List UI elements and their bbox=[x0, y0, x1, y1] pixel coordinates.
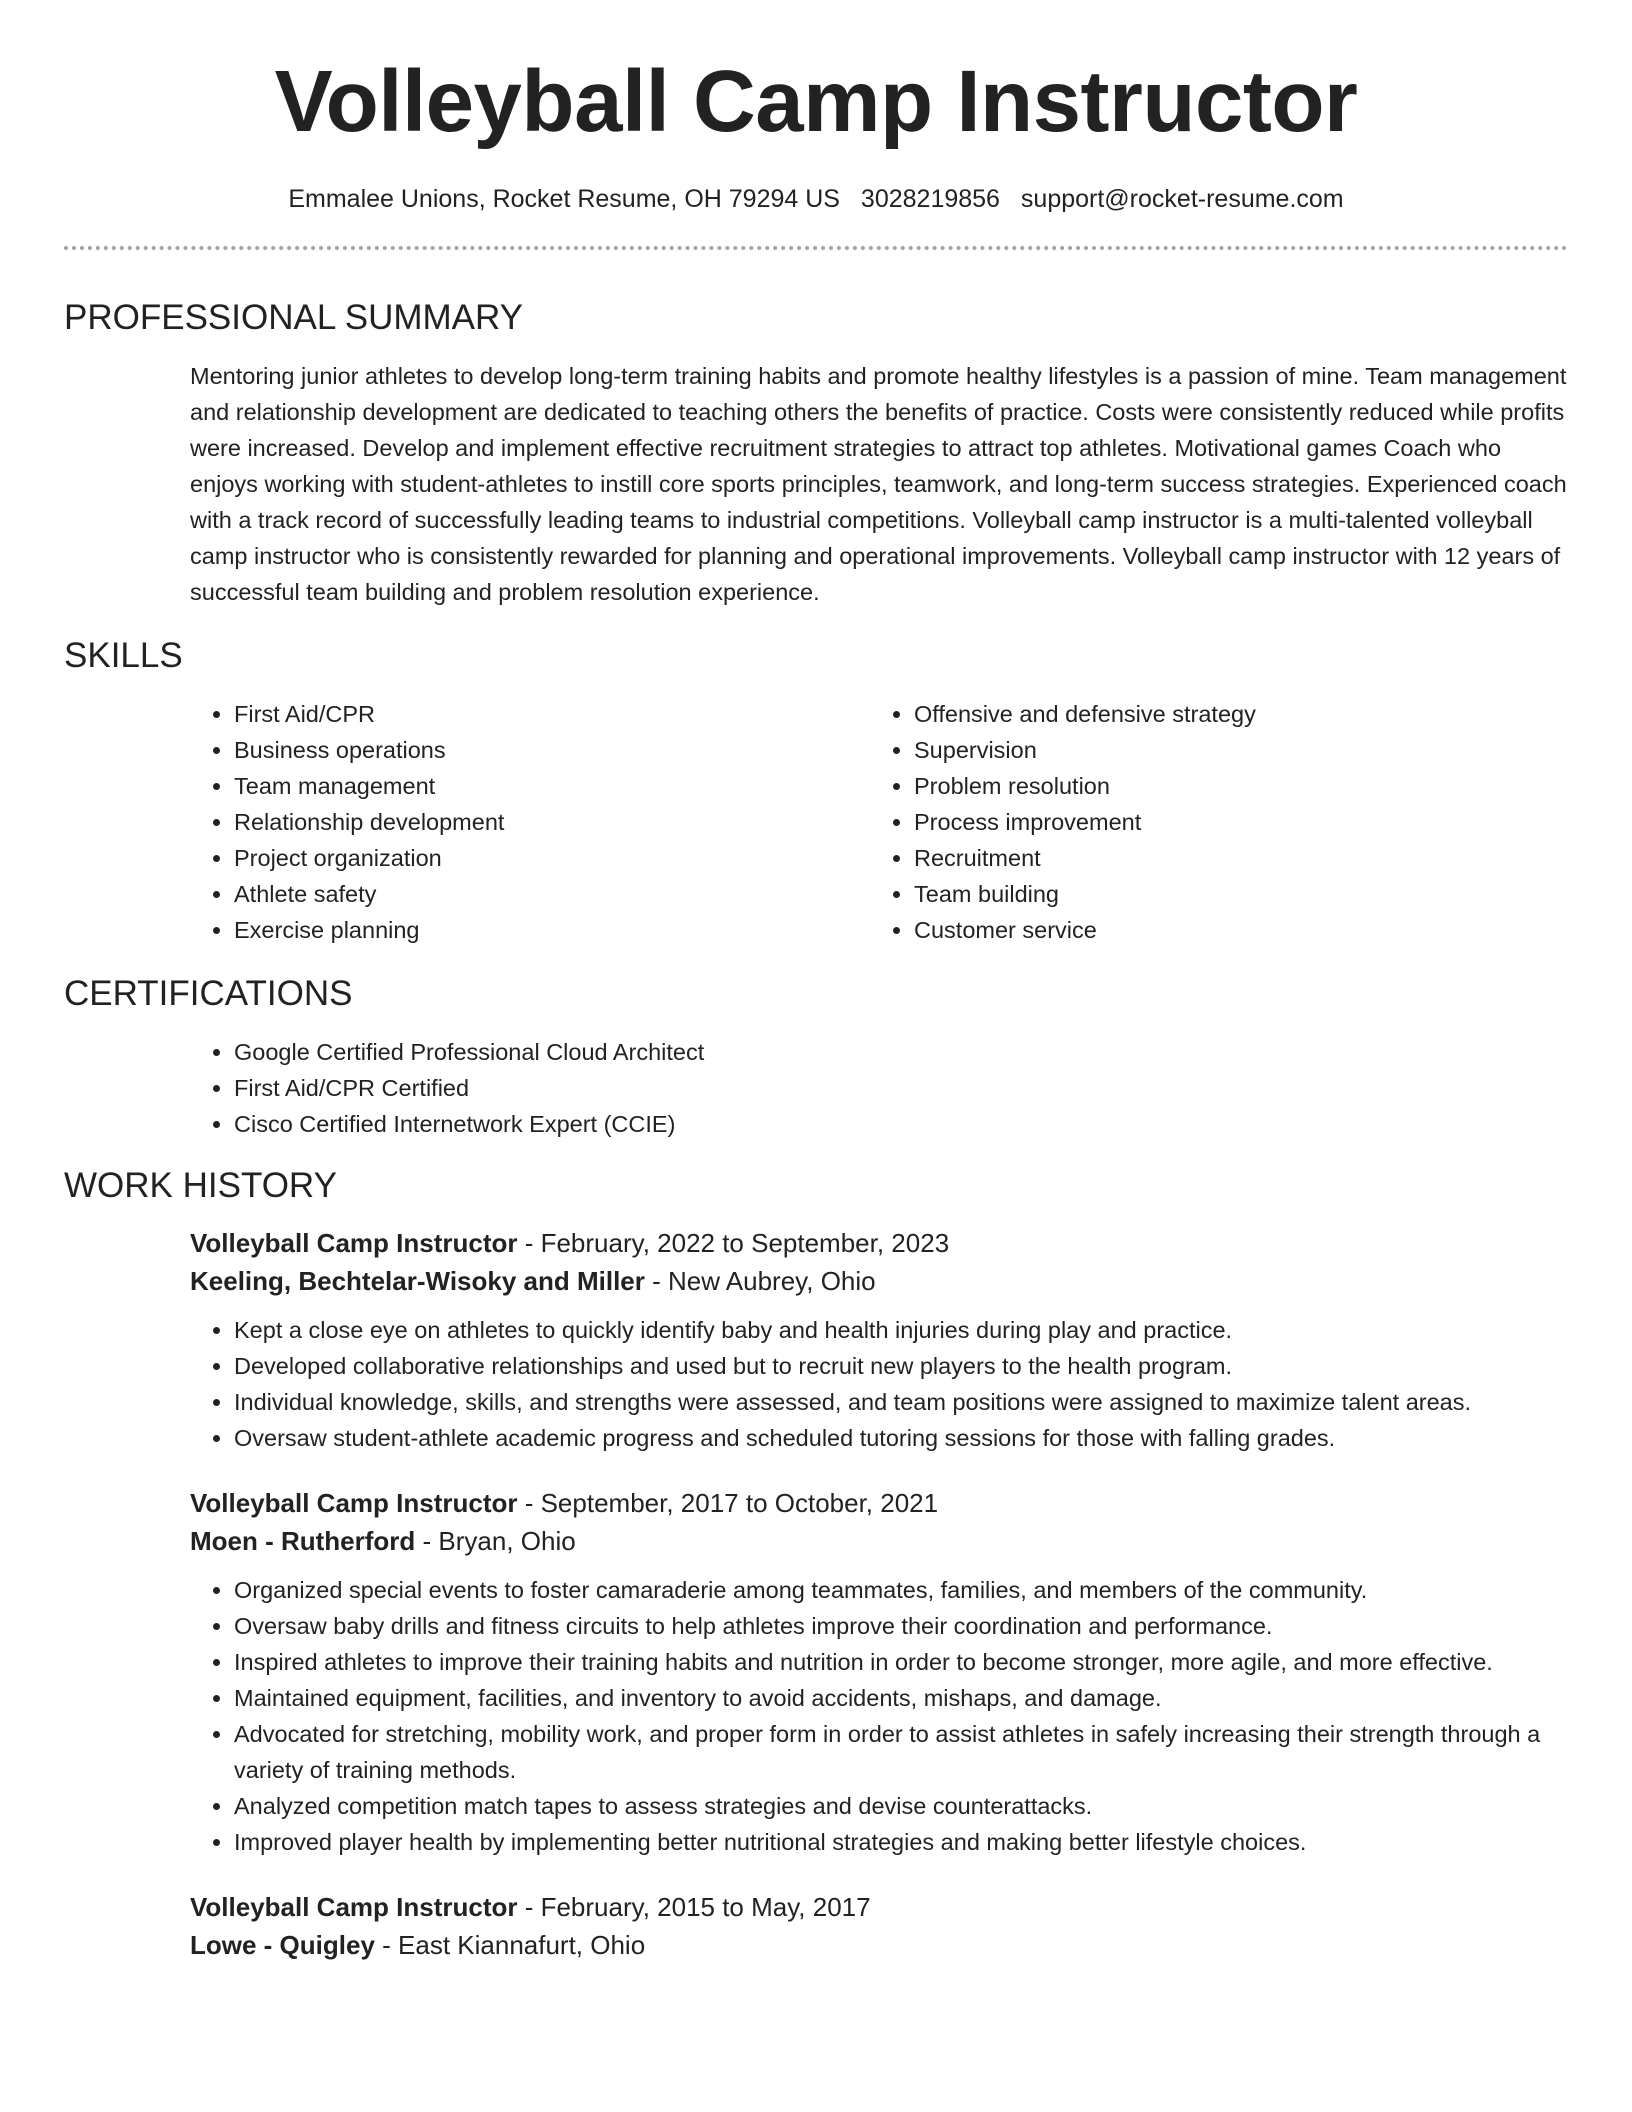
section-title-certifications: CERTIFICATIONS bbox=[64, 974, 353, 1013]
certification-item: • Google Certified Professional Cloud Architect bbox=[234, 1034, 1568, 1070]
page-title: Volleyball Camp Instructor bbox=[274, 53, 1358, 150]
job-company: Moen - Rutherford bbox=[190, 1526, 416, 1556]
job-bullet: • Individual knowledge, skills, and strengths were assessed, and team positions were assigned to maximize talent areas. bbox=[234, 1384, 1568, 1420]
skill-item: • Customer service bbox=[914, 912, 1550, 948]
contact-email[interactable]: support@rocket-resume.com bbox=[1020, 185, 1344, 213]
skills-column-right bbox=[870, 696, 1550, 948]
job-bullet: • Organized special events to foster camaraderie among teammates, families, and members of the community. bbox=[234, 1572, 1568, 1608]
skill-item: • Business operations bbox=[234, 732, 870, 768]
skill-item: • Team management bbox=[234, 768, 870, 804]
certification-item: • Cisco Certified Internetwork Expert (CCIE) bbox=[234, 1106, 1568, 1142]
job-bullets bbox=[190, 1572, 1568, 1860]
job-dates: - February, 2022 to September, 2023 bbox=[517, 1228, 950, 1258]
summary-text: Mentoring junior athletes to develop long-term training habits and promote healthy lifestyles is a passion of mine. Team management and relationship development are dedicated to teaching others the benefits of practice. Costs were consistently reduced while profits were increased. Develop and implement effective recruitment strategies to attract top athletes. Motivational games Coach who enjoys working with student-athletes to instill core sports principles, teamwork, and long-term success strategies. Experienced coach with a track record of successfully leading teams to industrial competitions. Volleyball camp instructor is a multi-talented volleyball camp instructor who is consistently rewarded for planning and operational improvements. Volleyball camp instructor with 12 years of successful team building and problem resolution experience. bbox=[190, 363, 1567, 605]
job-company: Lowe - Quigley bbox=[190, 1930, 375, 1960]
skill-item: • First Aid/CPR bbox=[234, 696, 870, 732]
certification-item: • First Aid/CPR Certified bbox=[234, 1070, 1568, 1106]
contact-line bbox=[64, 182, 1568, 216]
job-entry bbox=[190, 1224, 1568, 1456]
job-bullet: • Developed collaborative relationships and used but to recruit new players to the health program. bbox=[234, 1348, 1568, 1384]
job-entry bbox=[190, 1484, 1568, 1860]
job-title: Volleyball Camp Instructor bbox=[190, 1228, 518, 1258]
certifications-list bbox=[190, 1034, 1568, 1142]
job-bullet: • Improved player health by implementing better nutritional strategies and making better lifestyle choices. bbox=[234, 1824, 1568, 1860]
skill-item: • Relationship development bbox=[234, 804, 870, 840]
skills-column-left bbox=[190, 696, 870, 948]
job-location: - Bryan, Ohio bbox=[415, 1526, 576, 1556]
skill-item: • Athlete safety bbox=[234, 876, 870, 912]
job-bullet: • Analyzed competition match tapes to assess strategies and devise counterattacks. bbox=[234, 1788, 1568, 1824]
job-bullet: • Oversaw baby drills and fitness circuits to help athletes improve their coordination and performance. bbox=[234, 1608, 1568, 1644]
work-history-body bbox=[190, 1224, 1568, 1964]
job-title-line bbox=[190, 1484, 1568, 1522]
job-location: - New Aubrey, Ohio bbox=[644, 1266, 876, 1296]
job-location: - East Kiannafurt, Ohio bbox=[374, 1930, 646, 1960]
job-company: Keeling, Bechtelar-Wisoky and Miller bbox=[190, 1266, 645, 1296]
job-title-line bbox=[190, 1224, 1568, 1262]
skills-section bbox=[64, 634, 1568, 948]
job-company-line bbox=[190, 1262, 1568, 1300]
summary-section bbox=[64, 296, 1568, 610]
skills-grid bbox=[190, 696, 1568, 948]
contact-phone: 3028219856 bbox=[860, 185, 1000, 213]
job-bullet: • Inspired athletes to improve their training habits and nutrition in order to become stronger, more agile, and more effective. bbox=[234, 1644, 1568, 1680]
job-company-line bbox=[190, 1522, 1568, 1560]
job-company-line bbox=[190, 1926, 1568, 1964]
skill-item: • Offensive and defensive strategy bbox=[914, 696, 1550, 732]
job-bullet: • Maintained equipment, facilities, and inventory to avoid accidents, mishaps, and damage. bbox=[234, 1680, 1568, 1716]
section-title-summary: PROFESSIONAL SUMMARY bbox=[64, 298, 523, 337]
job-bullets bbox=[190, 1312, 1568, 1456]
skill-item: • Recruitment bbox=[914, 840, 1550, 876]
job-title: Volleyball Camp Instructor bbox=[190, 1488, 518, 1518]
section-title-work-history: WORK HISTORY bbox=[64, 1166, 337, 1205]
job-entry bbox=[190, 1888, 1568, 1964]
job-dates: - February, 2015 to May, 2017 bbox=[517, 1892, 871, 1922]
section-title-skills: SKILLS bbox=[64, 636, 183, 675]
header-divider bbox=[64, 246, 1568, 250]
certifications-section bbox=[64, 972, 1568, 1142]
skill-item: • Process improvement bbox=[914, 804, 1550, 840]
job-title: Volleyball Camp Instructor bbox=[190, 1892, 518, 1922]
certifications-body bbox=[190, 1034, 1568, 1142]
contact-address: Emmalee Unions, Rocket Resume, OH 79294 US bbox=[288, 185, 840, 213]
skill-item: • Exercise planning bbox=[234, 912, 870, 948]
job-bullet: • Kept a close eye on athletes to quickly identify baby and health injuries during play and practice. bbox=[234, 1312, 1568, 1348]
skills-list-right bbox=[870, 696, 1550, 948]
job-title-line bbox=[190, 1888, 1568, 1926]
job-dates: - September, 2017 to October, 2021 bbox=[517, 1488, 939, 1518]
work-history-section bbox=[64, 1164, 1568, 1964]
summary-body bbox=[190, 358, 1568, 610]
skill-item: • Project organization bbox=[234, 840, 870, 876]
job-bullet: • Oversaw student-athlete academic progress and scheduled tutoring sessions for those with falling grades. bbox=[234, 1420, 1568, 1456]
skill-item: • Problem resolution bbox=[914, 768, 1550, 804]
job-bullet: • Advocated for stretching, mobility work, and proper form in order to assist athletes in safely increasing their strength through a variety of training methods. bbox=[234, 1716, 1568, 1788]
skills-list-left bbox=[190, 696, 870, 948]
skill-item: • Team building bbox=[914, 876, 1550, 912]
skill-item: • Supervision bbox=[914, 732, 1550, 768]
